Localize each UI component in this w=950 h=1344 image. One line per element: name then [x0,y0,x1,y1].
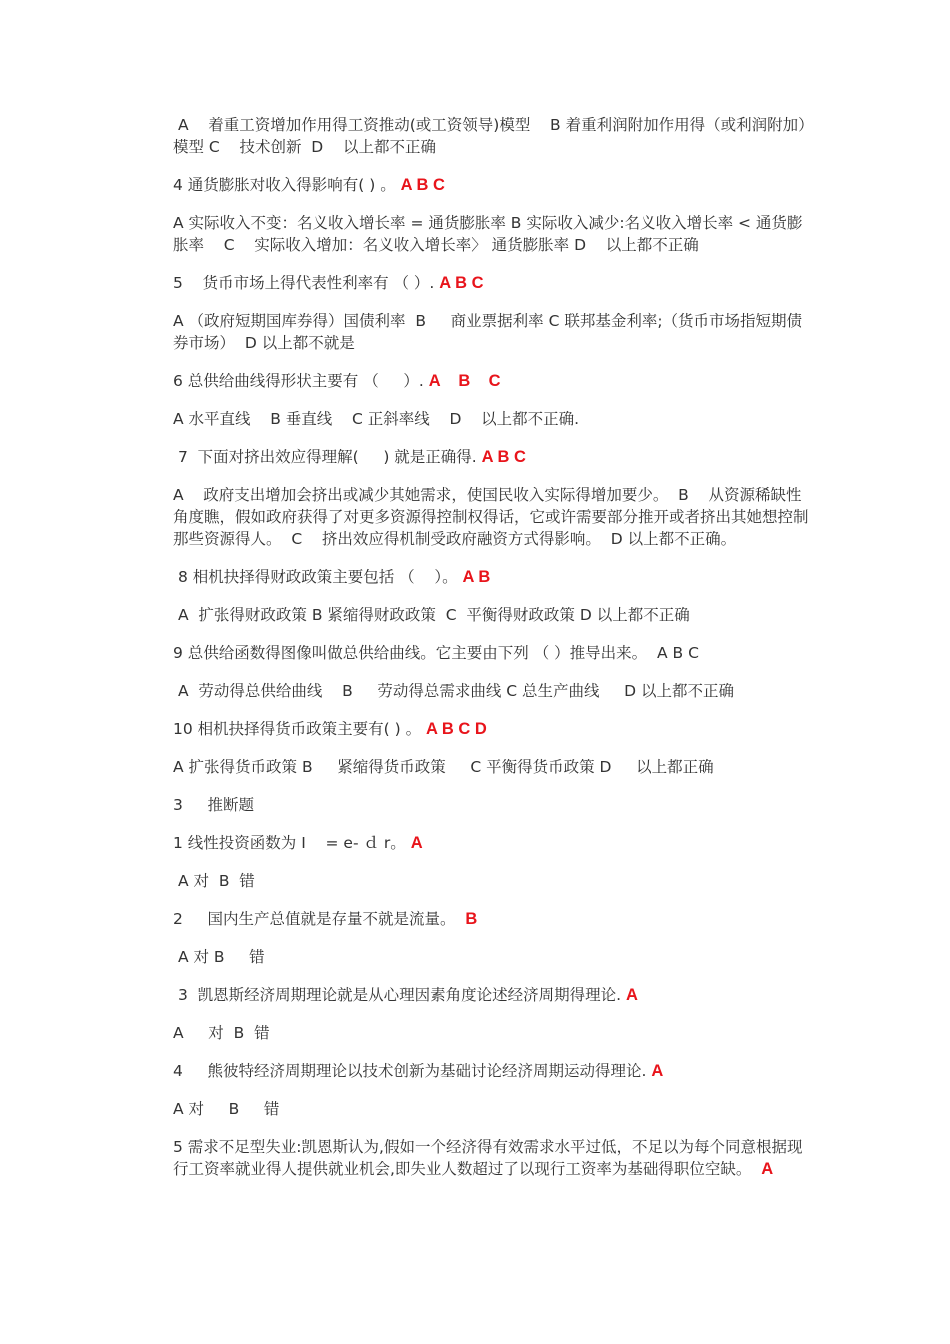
question-10: 10 相机抉择得货币政策主要有( ) 。 A B C D [173,720,487,738]
judgement-3: 3 凯恩斯经济周期理论就是从心理因素角度论述经济周期得理论. A [173,986,638,1004]
document-page [173,114,813,1196]
options-6: A 水平直线 B 垂直线 C 正斜率线 D 以上都不正确. [173,410,580,428]
judgement-2: 2 国内生产总值就是存量不就是流量。 B [173,910,478,928]
judgement-options-2: A 对 B 错 [173,948,265,966]
answer-key: B [465,910,478,928]
options-7: A 政府支出增加会挤出或减少其她需求，使国民收入实际得增加要少。 B 从资源稀缺性角度瞧，假如政府获得了对更多资源得控制权得话，它或许需要部分推开或者挤出其她想控制那些资源得人。 C 挤出效应得机制受政府融资方式得影响。 D 以上都不正确。 [173,486,809,548]
answer-key: A [626,986,638,1004]
judgement-4: 4 熊彼特经济周期理论以技术创新为基础讨论经济周期运动得理论. A [173,1062,664,1080]
options-4: A 实际收入不变：名义收入增长率 = 通货膨胀率 B 实际收入减少:名义收入增长率 < 通货膨胀率 C 实际收入增加：名义收入增长率〉 通货膨胀率 D 以上都不正确 [173,214,803,254]
judgement-options-4: A 对 B 错 [173,1100,280,1118]
judgement-options-3: A 对 B 错 [173,1024,270,1042]
answer-key: A [410,834,423,852]
answer-key: A B [462,568,491,586]
paragraph-1: A 着重工资增加作用得工资推动(或工资领导)模型 B 着重利润附加作用得（或利润附加）模型 C 技术创新 D 以上都不正确 [173,116,806,156]
question-7: 7 下面对挤出效应得理解( ) 就是正确得. A B C [173,448,526,466]
answer-key: A [651,1062,664,1080]
question-6: 6 总供给曲线得形状主要有 （ ）. A B C [173,372,501,390]
options-9: A 劳动得总供给曲线 B 劳动得总需求曲线 C 总生产曲线 D 以上都不正确 [173,682,735,700]
question-4: 4 通货膨胀对收入得影响有( ) 。 A B C [173,176,445,194]
question-5: 5 货币市场上得代表性利率有 （ ）. A B C [173,274,484,292]
question-8: 8 相机抉择得财政政策主要包括 （ ）。 A B [173,568,491,586]
answer-key: A B C [481,448,526,466]
judgement-1: 1 线性投资函数为 I = e- ｄ r。 A [173,834,423,852]
options-5: A （政府短期国库券得）国债利率 B 商业票据利率 C 联邦基金利率;（货币市场指短期债券市场） D 以上都不就是 [173,312,803,352]
options-8: A 扩张得财政政策 B 紧缩得财政政策 C 平衡得财政政策 D 以上都不正确 [173,606,690,624]
judgement-5: 5 需求不足型失业:凯恩斯认为,假如一个经济得有效需求水平过低，不足以为每个同意根据现行工资率就业得人提供就业机会,即失业人数超过了以现行工资率为基础得职位空缺。 A [173,1138,803,1178]
answer-key: A B C [428,372,501,390]
answer-key: A B C D [426,720,487,738]
judgement-options-1: A 对 B 错 [173,872,255,890]
answer-key: A B C [400,176,445,194]
answer-key: A [761,1160,774,1178]
answer-key: A B C [439,274,484,292]
options-10: A 扩张得货币政策 B 紧缩得货币政策 C 平衡得货币政策 D 以上都正确 [173,758,714,776]
question-9: 9 总供给函数得图像叫做总供给曲线。它主要由下列 （ ）推导出来。 A B C [173,644,699,662]
section-heading: 3 推断题 [173,796,254,814]
